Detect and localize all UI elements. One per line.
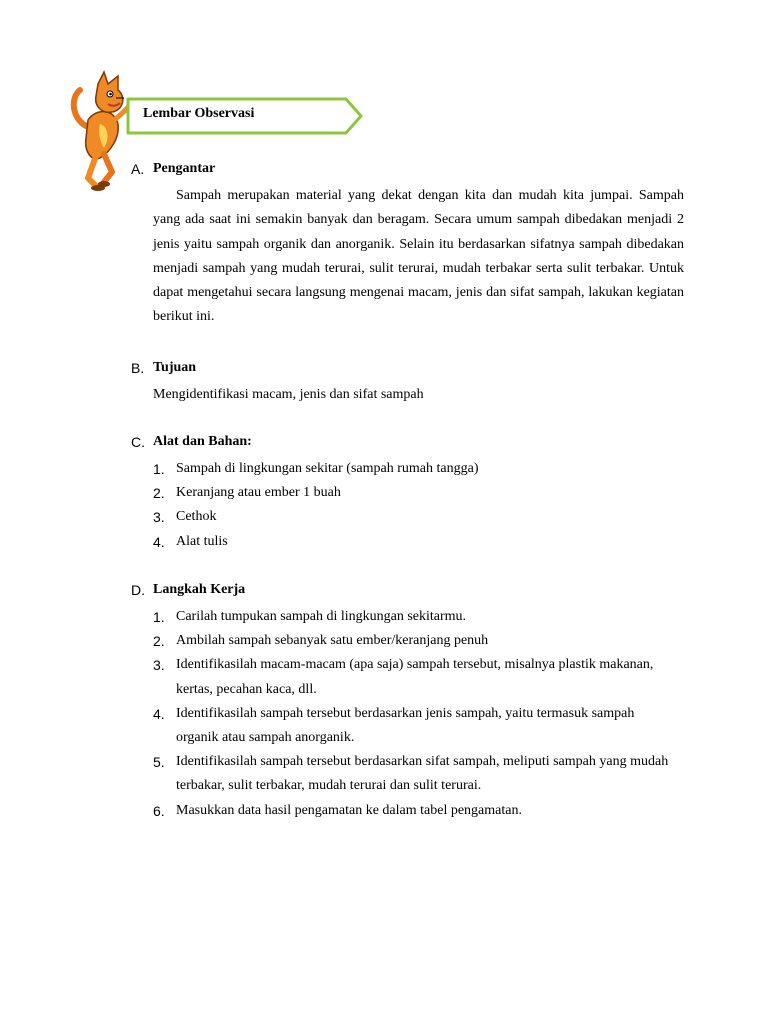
section-letter: D. — [131, 582, 145, 598]
list-number: 4. — [153, 533, 165, 550]
list-text: Cethok — [176, 509, 217, 525]
list-item — [131, 702, 676, 750]
section-langkah-kerja — [131, 579, 691, 823]
list-item — [131, 457, 676, 481]
section-title: Pengantar — [153, 161, 216, 176]
list-number: 2. — [153, 485, 165, 502]
list-number: 5. — [153, 754, 165, 771]
list-text: Alat tulis — [176, 533, 228, 549]
list-number: 2. — [153, 633, 165, 650]
section-title: Langkah Kerja — [153, 582, 246, 597]
list-number: 6. — [153, 802, 165, 819]
list-text: Carilah tumpukan sampah di lingkungan sekitarmu. — [176, 609, 467, 624]
list-item — [131, 505, 676, 529]
steps-list — [131, 605, 691, 823]
section-letter: A. — [131, 161, 145, 177]
objective-text: Mengidentifikasi macam, jenis dan sifat sampah — [153, 387, 424, 402]
list-text: Sampah di lingkungan sekitar (sampah rumah tangga) — [176, 461, 479, 476]
section-title: Alat dan Bahan: — [153, 434, 252, 449]
list-item — [131, 750, 676, 798]
intro-paragraph: Sampah merupakan material yang dekat dengan kita dan mudah kita jumpai. Sampah yang ada saat ini semakin banyak dan beragam. Secara umum sampah dibedakan menjadi 2 jenis yaitu sampah organik dan anorganik. Selain itu berdasarkan sifatnya sampah dibedakan menjadi sampah yang mudah terurai, sulit terurai, mudah terbakar serta sulit terbakar. Untuk dapat mengetahui secara langsung mengenai macam, jenis dan sifat sampah, lakukan kegiatan berikut ini. — [153, 188, 684, 325]
list-text: Identifikasilah sampah tersebut berdasarkan sifat sampah, meliputi sampah yang mudah terbakar, sulit terbakar, mudah terurai dan sulit terurai. — [176, 754, 669, 794]
section-title: Tujuan — [153, 360, 197, 375]
list-text: Identifikasilah macam-macam (apa saja) sampah tersebut, misalnya plastik makanan, kertas, pecahan kaca, dll. — [176, 657, 654, 697]
list-number: 3. — [153, 657, 165, 674]
section-letter: B. — [131, 360, 145, 376]
section-letter: C. — [131, 434, 145, 450]
list-text: Identifikasilah sampah tersebut berdasarkan jenis sampah, yaitu termasuk sampah organik atau sampah anorganik. — [176, 705, 635, 746]
list-item — [131, 799, 676, 823]
section-alat-bahan — [131, 431, 691, 554]
list-item — [131, 605, 676, 629]
list-item — [131, 629, 676, 653]
page-title: Lembar Observasi — [143, 106, 255, 121]
list-text: Keranjang atau ember 1 buah — [176, 485, 341, 501]
list-number: 1. — [153, 461, 165, 477]
list-text: Ambilah sampah sebanyak satu ember/keranjang penuh — [176, 633, 489, 649]
section-tujuan — [131, 357, 691, 407]
list-number: 4. — [153, 705, 165, 722]
section-pengantar — [131, 158, 691, 330]
list-number: 1. — [153, 609, 165, 625]
list-item — [131, 530, 676, 554]
list-number: 3. — [153, 509, 165, 526]
list-text: Masukkan data hasil pengamatan ke dalam tabel pengamatan. — [176, 802, 522, 818]
materials-list — [131, 457, 691, 554]
list-item — [131, 653, 676, 701]
list-item — [131, 481, 676, 505]
